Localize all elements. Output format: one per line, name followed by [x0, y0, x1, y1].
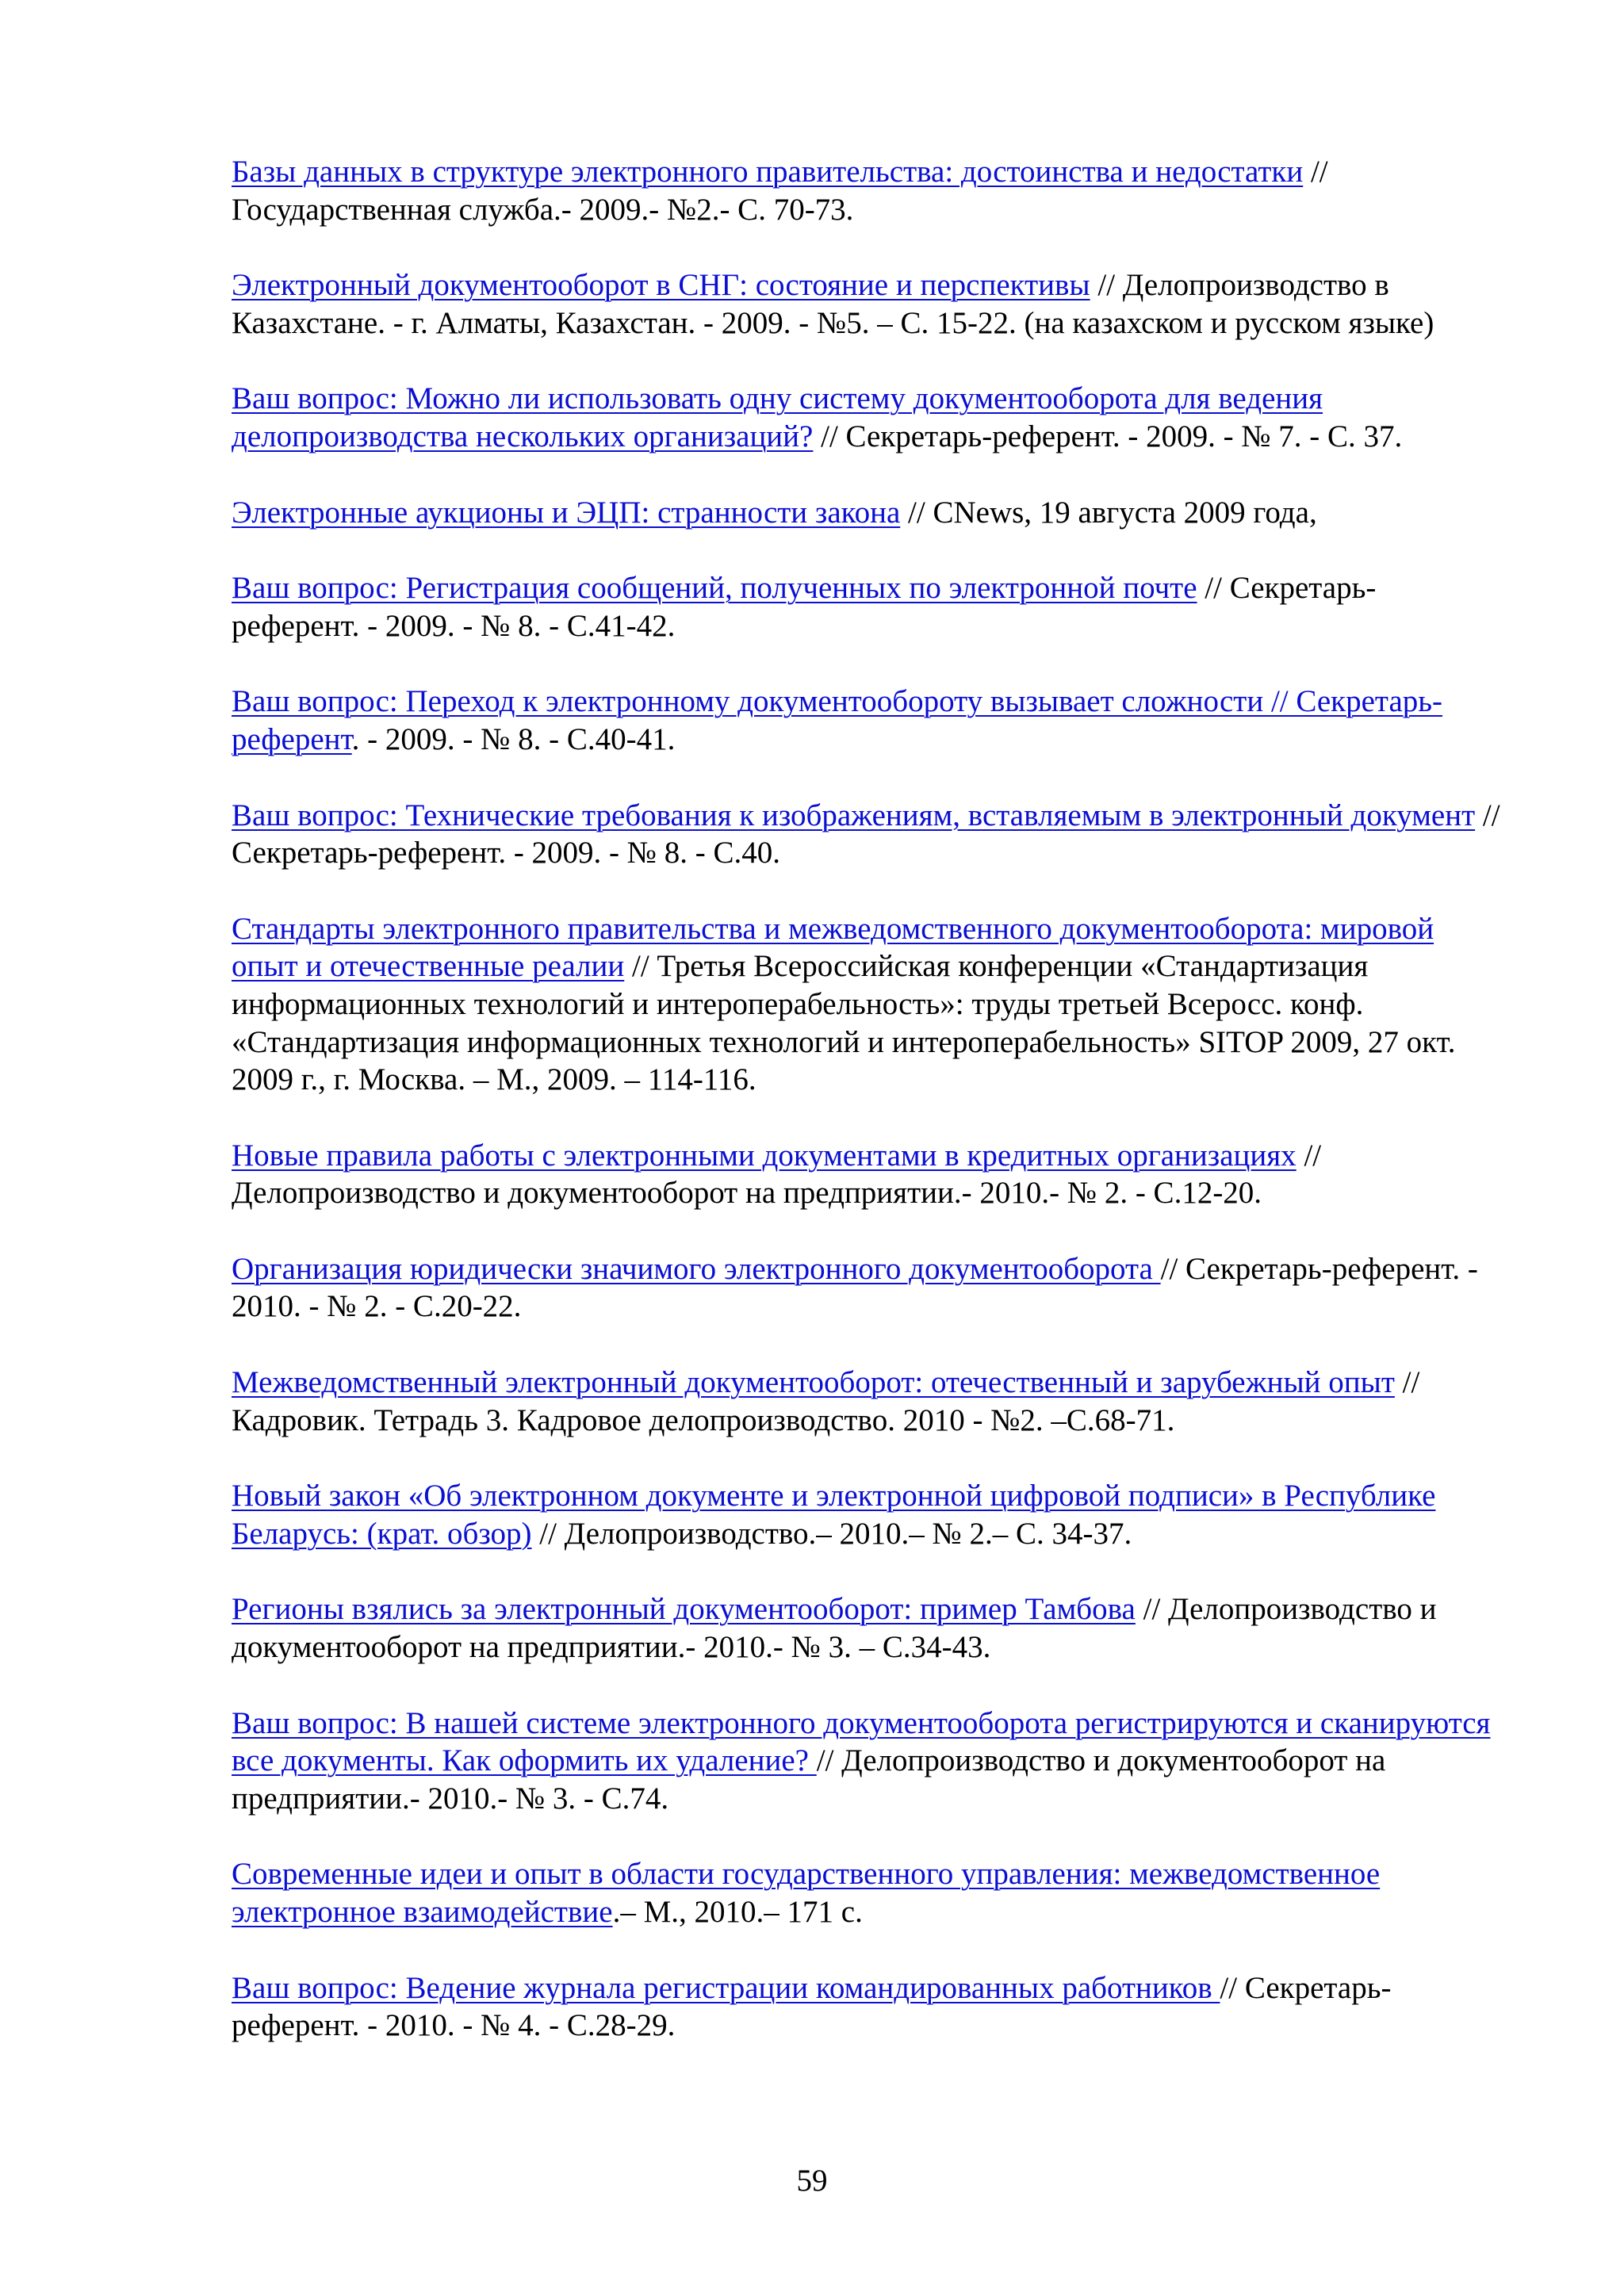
- entry-citation: // Делопроизводство и документооборот на предприятии.- 2010.- № 3. - С.74.: [232, 1743, 1386, 1816]
- entry-link[interactable]: Стандарты электронного правительства и межведомственного документооборота: мировой опыт и отечественные реалии: [232, 911, 1434, 984]
- page-number: 59: [796, 2164, 828, 2198]
- entry-citation: // Секретарь-референт. - 2010. - № 2. - С.20-22.: [232, 1251, 1478, 1324]
- entry-link[interactable]: Современные идеи и опыт в области государственного управления: межведомственное электронное взаимодействие: [232, 1857, 1381, 1929]
- entry-link[interactable]: Электронный документооборот в СНГ: состояние и перспективы: [232, 268, 1090, 303]
- entry-link[interactable]: Ваш вопрос: Ведение журнала регистрации командированных работников: [232, 1970, 1220, 2005]
- entry-link[interactable]: Новый закон «Об электронном документе и электронной цифровой подписи» в Республике Беларусь: (крат. обзор): [232, 1479, 1436, 1551]
- bibliography-entry: [232, 1250, 1500, 1326]
- entry-link[interactable]: Регионы взялись за электронный документооборот: пример Тамбова: [232, 1592, 1136, 1627]
- entry-citation: // Государственная служба.- 2009.- №2.- С. 70-73.: [232, 155, 1328, 227]
- entry-citation: // Кадровик. Тетрадь 3. Кадровое делопроизводство. 2010 - №2. –С.68-71.: [232, 1365, 1420, 1437]
- entry-link[interactable]: Базы данных в структуре электронного правительства: достоинства и недостатки: [232, 155, 1304, 189]
- entry-link[interactable]: Межведомственный электронный документооборот: отечественный и зарубежный опыт: [232, 1365, 1395, 1400]
- bibliography-entry: [232, 1137, 1500, 1212]
- entry-link[interactable]: Ваш вопрос: Технические требования к изображениям, вставляемым в электронный документ: [232, 798, 1476, 832]
- entry-citation: // Секретарь-референт. - 2009. - № 8. - С.41-42.: [232, 571, 1377, 643]
- entry-link[interactable]: Ваш вопрос: В нашей системе электронного документооборота регистрируются и сканируются все документы. Как оформить их удаление?: [232, 1705, 1491, 1778]
- entry-citation: // Секретарь-референт. - 2009. - № 7. - С. 37.: [813, 419, 1403, 453]
- bibliography-entry: [232, 1855, 1500, 1931]
- entry-citation: // Секретарь-референт. - 2009. - № 8. - С.40.: [232, 798, 1500, 871]
- entry-link[interactable]: Электронные аукционы и ЭЦП: странности закона: [232, 495, 901, 530]
- bibliography-entry: [232, 910, 1500, 1099]
- entry-link[interactable]: Ваш вопрос: Переход к электронному документообороту вызывает сложности // Секретарь-референт: [232, 684, 1443, 756]
- bibliography-entry: [232, 797, 1500, 872]
- entry-citation: // Секретарь-референт. - 2010. - № 4. - С.28-29.: [232, 1970, 1392, 2043]
- bibliography-entry: [232, 1705, 1500, 1818]
- bibliography-entry: [232, 266, 1500, 342]
- entry-link[interactable]: Новые правила работы с электронными документами в кредитных организациях: [232, 1138, 1297, 1173]
- bibliography-entry: [232, 1590, 1500, 1666]
- entry-citation: // CNews, 19 августа 2009 года,: [900, 495, 1317, 530]
- bibliography-list: [232, 153, 1500, 2083]
- bibliography-entry: [232, 153, 1500, 228]
- entry-citation: // Делопроизводство в Казахстане. - г. Алматы, Казахстан. - 2009. - №5. – С. 15-22. (на казахском и русском языке): [232, 268, 1434, 340]
- bibliography-entry: [232, 380, 1500, 455]
- entry-citation: // Делопроизводство.– 2010.– № 2.– С. 34-37.: [531, 1516, 1132, 1551]
- entry-link[interactable]: Ваш вопрос: Регистрация сообщений, полученных по электронной почте: [232, 571, 1197, 606]
- bibliography-entry: [232, 683, 1500, 758]
- bibliography-entry: [232, 1969, 1500, 2045]
- entry-citation: // Делопроизводство и документооборот на предприятии.- 2010.- № 2. - С.12-20.: [232, 1138, 1322, 1211]
- entry-citation: . - 2009. - № 8. - С.40-41.: [351, 721, 676, 756]
- bibliography-entry: [232, 1364, 1500, 1439]
- entry-citation: .– М., 2010.– 171 с.: [612, 1895, 863, 1929]
- entry-citation: // Третья Всероссийская конференции «Стандартизация информационных технологий и интероперабельность»: труды третьей Всеросс. конф. «Стандартизация информационных технологий и интероперабельность» SITOP 2009, 27 окт. 2009 г., г. Москва. – М., 2009. – 114-116.: [232, 949, 1456, 1097]
- bibliography-entry: [232, 1477, 1500, 1552]
- entry-link[interactable]: Ваш вопрос: Можно ли использовать одну систему документооборота для ведения делопроизводства нескольких организаций?: [232, 381, 1323, 453]
- entry-link[interactable]: Организация юридически значимого электронного документооборота: [232, 1251, 1161, 1286]
- bibliography-entry: [232, 569, 1500, 645]
- entry-citation: // Делопроизводство и документооборот на предприятии.- 2010.- № 3. – С.34-43.: [232, 1592, 1437, 1665]
- bibliography-entry: [232, 494, 1500, 532]
